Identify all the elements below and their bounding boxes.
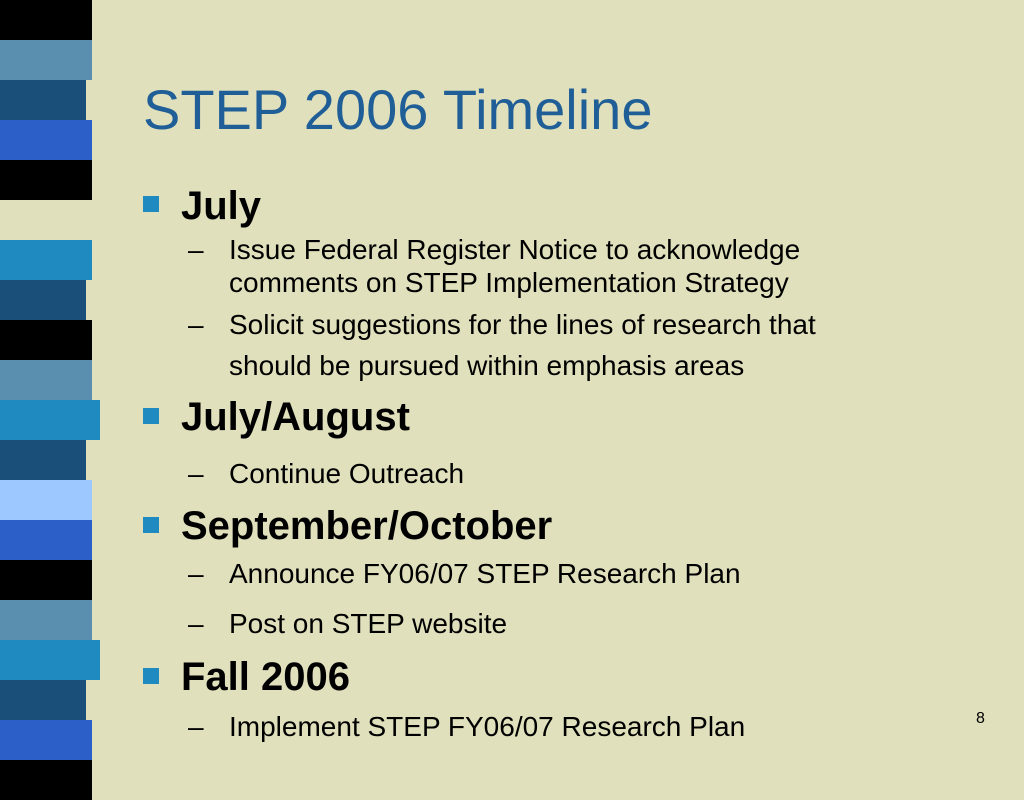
section-heading-july: July (181, 184, 262, 228)
section-heading-fall-2006: Fall 2006 (181, 655, 351, 699)
list-item: comments on STEP Implementation Strategy (229, 267, 789, 298)
decorative-stripe (0, 360, 92, 400)
dash-glyph: – (188, 558, 204, 589)
list-item: Continue Outreach (229, 458, 465, 489)
decorative-stripe (0, 680, 86, 720)
decorative-stripe (0, 720, 92, 760)
dash-glyph: – (188, 711, 204, 742)
decorative-stripe (0, 600, 92, 640)
decorative-stripe (0, 440, 86, 480)
decorative-stripe (0, 640, 100, 680)
decorative-stripe (0, 200, 80, 240)
decorative-stripe (0, 120, 92, 160)
decorative-stripe (0, 560, 92, 600)
dash-glyph: – (188, 608, 204, 639)
list-item: Solicit suggestions for the lines of research that (229, 309, 816, 340)
dash-glyph: – (188, 458, 204, 489)
bullet-square-icon (143, 408, 159, 424)
dash-glyph: – (188, 234, 204, 265)
list-item: Implement STEP FY06/07 Research Plan (229, 711, 746, 742)
bullet-square-icon (143, 668, 159, 684)
page-number: 8 (976, 710, 985, 727)
decorative-stripe (0, 40, 92, 80)
decorative-stripe (0, 240, 92, 280)
decorative-stripe (0, 160, 92, 200)
list-item: Post on STEP website (229, 608, 508, 639)
decorative-stripe-strip (0, 0, 120, 768)
section-heading-july-august: July/August (181, 395, 410, 439)
list-item: should be pursued within emphasis areas (229, 350, 745, 381)
decorative-stripe (0, 480, 92, 520)
slide-title: STEP 2006 Timeline (143, 78, 653, 141)
decorative-stripe (0, 400, 100, 440)
list-item: Issue Federal Register Notice to acknowledge (229, 234, 801, 265)
bullet-square-icon (143, 196, 159, 212)
decorative-stripe (0, 0, 92, 40)
decorative-stripe (0, 520, 92, 560)
decorative-stripe (0, 280, 86, 320)
bullet-square-icon (143, 517, 159, 533)
list-item: Announce FY06/07 STEP Research Plan (229, 558, 741, 589)
decorative-stripe (0, 80, 86, 120)
dash-glyph: – (188, 309, 204, 340)
decorative-stripe (0, 320, 92, 360)
section-heading-september-october: September/October (181, 504, 553, 548)
decorative-stripe (0, 760, 92, 800)
